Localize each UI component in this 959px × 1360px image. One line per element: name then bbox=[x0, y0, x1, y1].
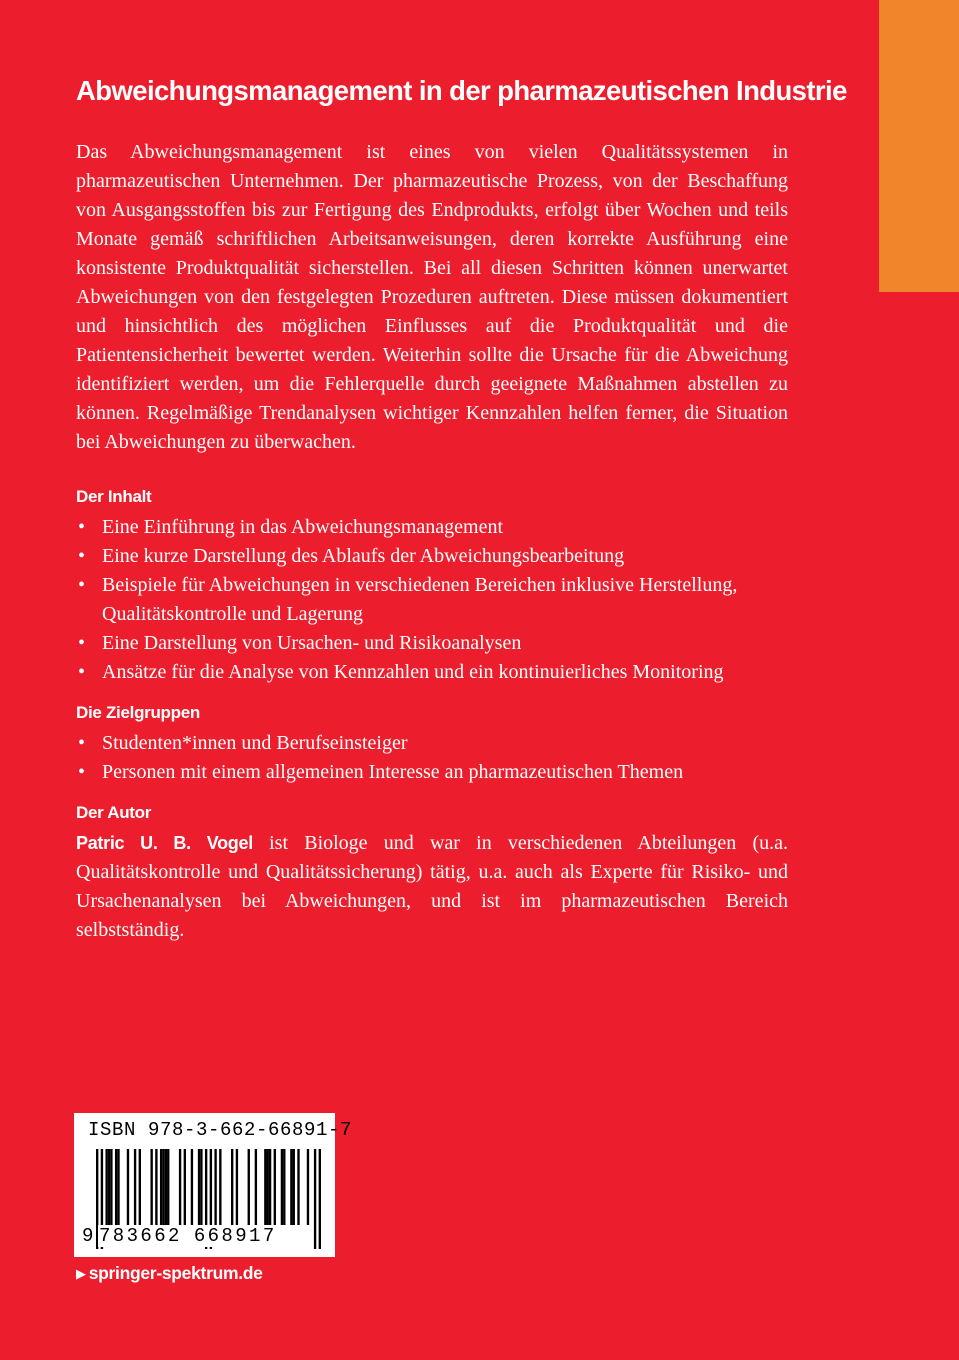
back-cover-text bbox=[76, 74, 847, 945]
barcode-bar bbox=[264, 1149, 266, 1225]
list-item-text: Beispiele für Abweichungen in verschiedenen Bereichen inklusive Herstellung, Qualitätskontrolle und Lagerung bbox=[102, 574, 738, 625]
list-item bbox=[76, 729, 788, 758]
section-autor bbox=[76, 801, 788, 945]
barcode-bar bbox=[155, 1149, 157, 1225]
list-item-text: Ansätze für die Analyse von Kennzahlen und ein kontinuierliches Monitoring bbox=[102, 661, 724, 683]
bullet-icon: • bbox=[78, 574, 86, 596]
barcode-bar bbox=[283, 1149, 285, 1225]
barcode-bar bbox=[200, 1149, 202, 1225]
intro-paragraph: Das Abweichungsmanagement ist eines von vielen Qualitätssystemen in pharmazeutischen Unternehmen. Der pharmazeutische Prozess, von der Beschaffung von Ausgangsstoffen bis zur Fertigung des Endprodukts, erfolgt über Wochen und teils Monate gemäß schriftlichen Arbeitsanweisungen, deren korrekte Ausführung eine konsistente Produktqualität sicherstellen. Bei all diesen Schritten können unerwartet Abweichungen von den festgelegten Prozeduren auftreten. Diese müssen dokumentiert und hinsichtlich des möglichen Einflusses auf die Produktqualität und die Patientensicherheit bewertet werden. Weiterhin sollte die Ursache für die Abweichung identifiziert werden, um die Fehlerquelle durch geeignete Maßnahmen abstellen zu können. Regelmäßige Trendanalysen wichtiger Kennzahlen helfen ferner, die Situation bei Abweichungen zu überwachen. bbox=[76, 141, 788, 453]
barcode-bar bbox=[150, 1149, 152, 1225]
barcode-bar bbox=[248, 1149, 250, 1225]
barcode-bar bbox=[267, 1149, 269, 1225]
barcode-bar bbox=[236, 1149, 238, 1225]
list-item-text: Studenten*innen und Berufseinsteiger bbox=[102, 732, 408, 754]
barcode-bar bbox=[160, 1149, 162, 1225]
bullet-icon: • bbox=[78, 545, 86, 567]
orange-color-tab bbox=[879, 0, 959, 292]
isbn-barcode bbox=[74, 1113, 353, 1257]
barcode-digits-left: 783662 bbox=[99, 1225, 182, 1247]
list-item bbox=[76, 571, 788, 629]
zielgruppen-list bbox=[76, 729, 788, 787]
section-heading-zielgruppen: Die Zielgruppen bbox=[76, 703, 200, 722]
list-item bbox=[76, 513, 788, 542]
barcode-digits bbox=[82, 1225, 327, 1247]
barcode-bar bbox=[290, 1149, 292, 1225]
barcode-bar bbox=[274, 1149, 276, 1225]
section-inhalt bbox=[76, 485, 788, 687]
barcode-bar bbox=[184, 1149, 186, 1225]
bullet-icon: • bbox=[78, 516, 86, 538]
author-name: Patric U. B. Vogel bbox=[76, 833, 253, 853]
barcode-bar bbox=[281, 1149, 283, 1225]
bullet-icon: • bbox=[78, 661, 86, 683]
barcode-bar bbox=[179, 1149, 181, 1225]
list-item-text: Eine Einführung in das Abweichungsmanagement bbox=[102, 516, 504, 538]
book-title: Abweichungsmanagement in der pharmazeutischen Industrie bbox=[76, 75, 847, 106]
bullet-icon: • bbox=[78, 732, 86, 754]
barcode-digits-right: 668917 bbox=[193, 1225, 277, 1247]
barcode-bar bbox=[269, 1149, 271, 1225]
author-bio: ist Biologe und war in verschiedenen Abteilungen (u.a. Qualitätskontrolle und Qualitätssicherung) tätig, u.a. auch als Experte für Risiko- und Ursachenanalysen bei Abweichungen, und ist im pharmazeutischen Bereich selbstständig. bbox=[76, 832, 788, 941]
play-arrow-icon: ▶ bbox=[76, 1266, 86, 1281]
barcode-digit-first: 9 bbox=[82, 1225, 96, 1247]
barcode-bar bbox=[255, 1149, 257, 1225]
section-heading-inhalt: Der Inhalt bbox=[76, 487, 152, 506]
barcode-bar bbox=[162, 1149, 164, 1225]
barcode-bar bbox=[139, 1149, 141, 1225]
list-item bbox=[76, 629, 788, 658]
list-item bbox=[76, 658, 788, 687]
barcode-bar bbox=[165, 1149, 167, 1225]
list-item-text: Personen mit einem allgemeinen Interesse an pharmazeutischen Themen bbox=[102, 761, 684, 783]
barcode-bar bbox=[105, 1149, 107, 1225]
author-paragraph bbox=[76, 829, 788, 945]
barcode-bar bbox=[110, 1149, 112, 1225]
bullet-icon: • bbox=[78, 761, 86, 783]
barcode-bar bbox=[297, 1149, 299, 1225]
barcode-bar bbox=[134, 1149, 136, 1225]
barcode-bar bbox=[293, 1149, 295, 1225]
publisher-url: springer-spektrum.de bbox=[88, 1263, 263, 1283]
barcode-bar bbox=[108, 1149, 110, 1225]
barcode-bar bbox=[117, 1149, 119, 1225]
barcode-bar bbox=[191, 1149, 193, 1225]
barcode-bar bbox=[198, 1149, 200, 1225]
barcode-bar bbox=[127, 1149, 129, 1225]
barcode-bar bbox=[307, 1149, 309, 1225]
list-item-text: Eine kurze Darstellung des Ablaufs der Abweichungsbearbeitung bbox=[102, 545, 625, 567]
barcode-bar bbox=[214, 1149, 216, 1225]
list-item bbox=[76, 542, 788, 571]
section-zielgruppen bbox=[76, 701, 788, 787]
section-heading-autor: Der Autor bbox=[76, 803, 152, 822]
list-item-text: Eine Darstellung von Ursachen- und Risikoanalysen bbox=[102, 632, 522, 654]
barcode-bar bbox=[219, 1149, 221, 1225]
barcode-bar bbox=[167, 1149, 169, 1225]
barcode-bar bbox=[115, 1149, 117, 1225]
barcode-bar bbox=[231, 1149, 233, 1225]
bullet-icon: • bbox=[78, 632, 86, 654]
inhalt-list bbox=[76, 513, 788, 687]
list-item bbox=[76, 758, 788, 787]
isbn-label: ISBN 978-3-662-66891-7 bbox=[88, 1119, 353, 1141]
publisher-link[interactable] bbox=[76, 1263, 263, 1284]
